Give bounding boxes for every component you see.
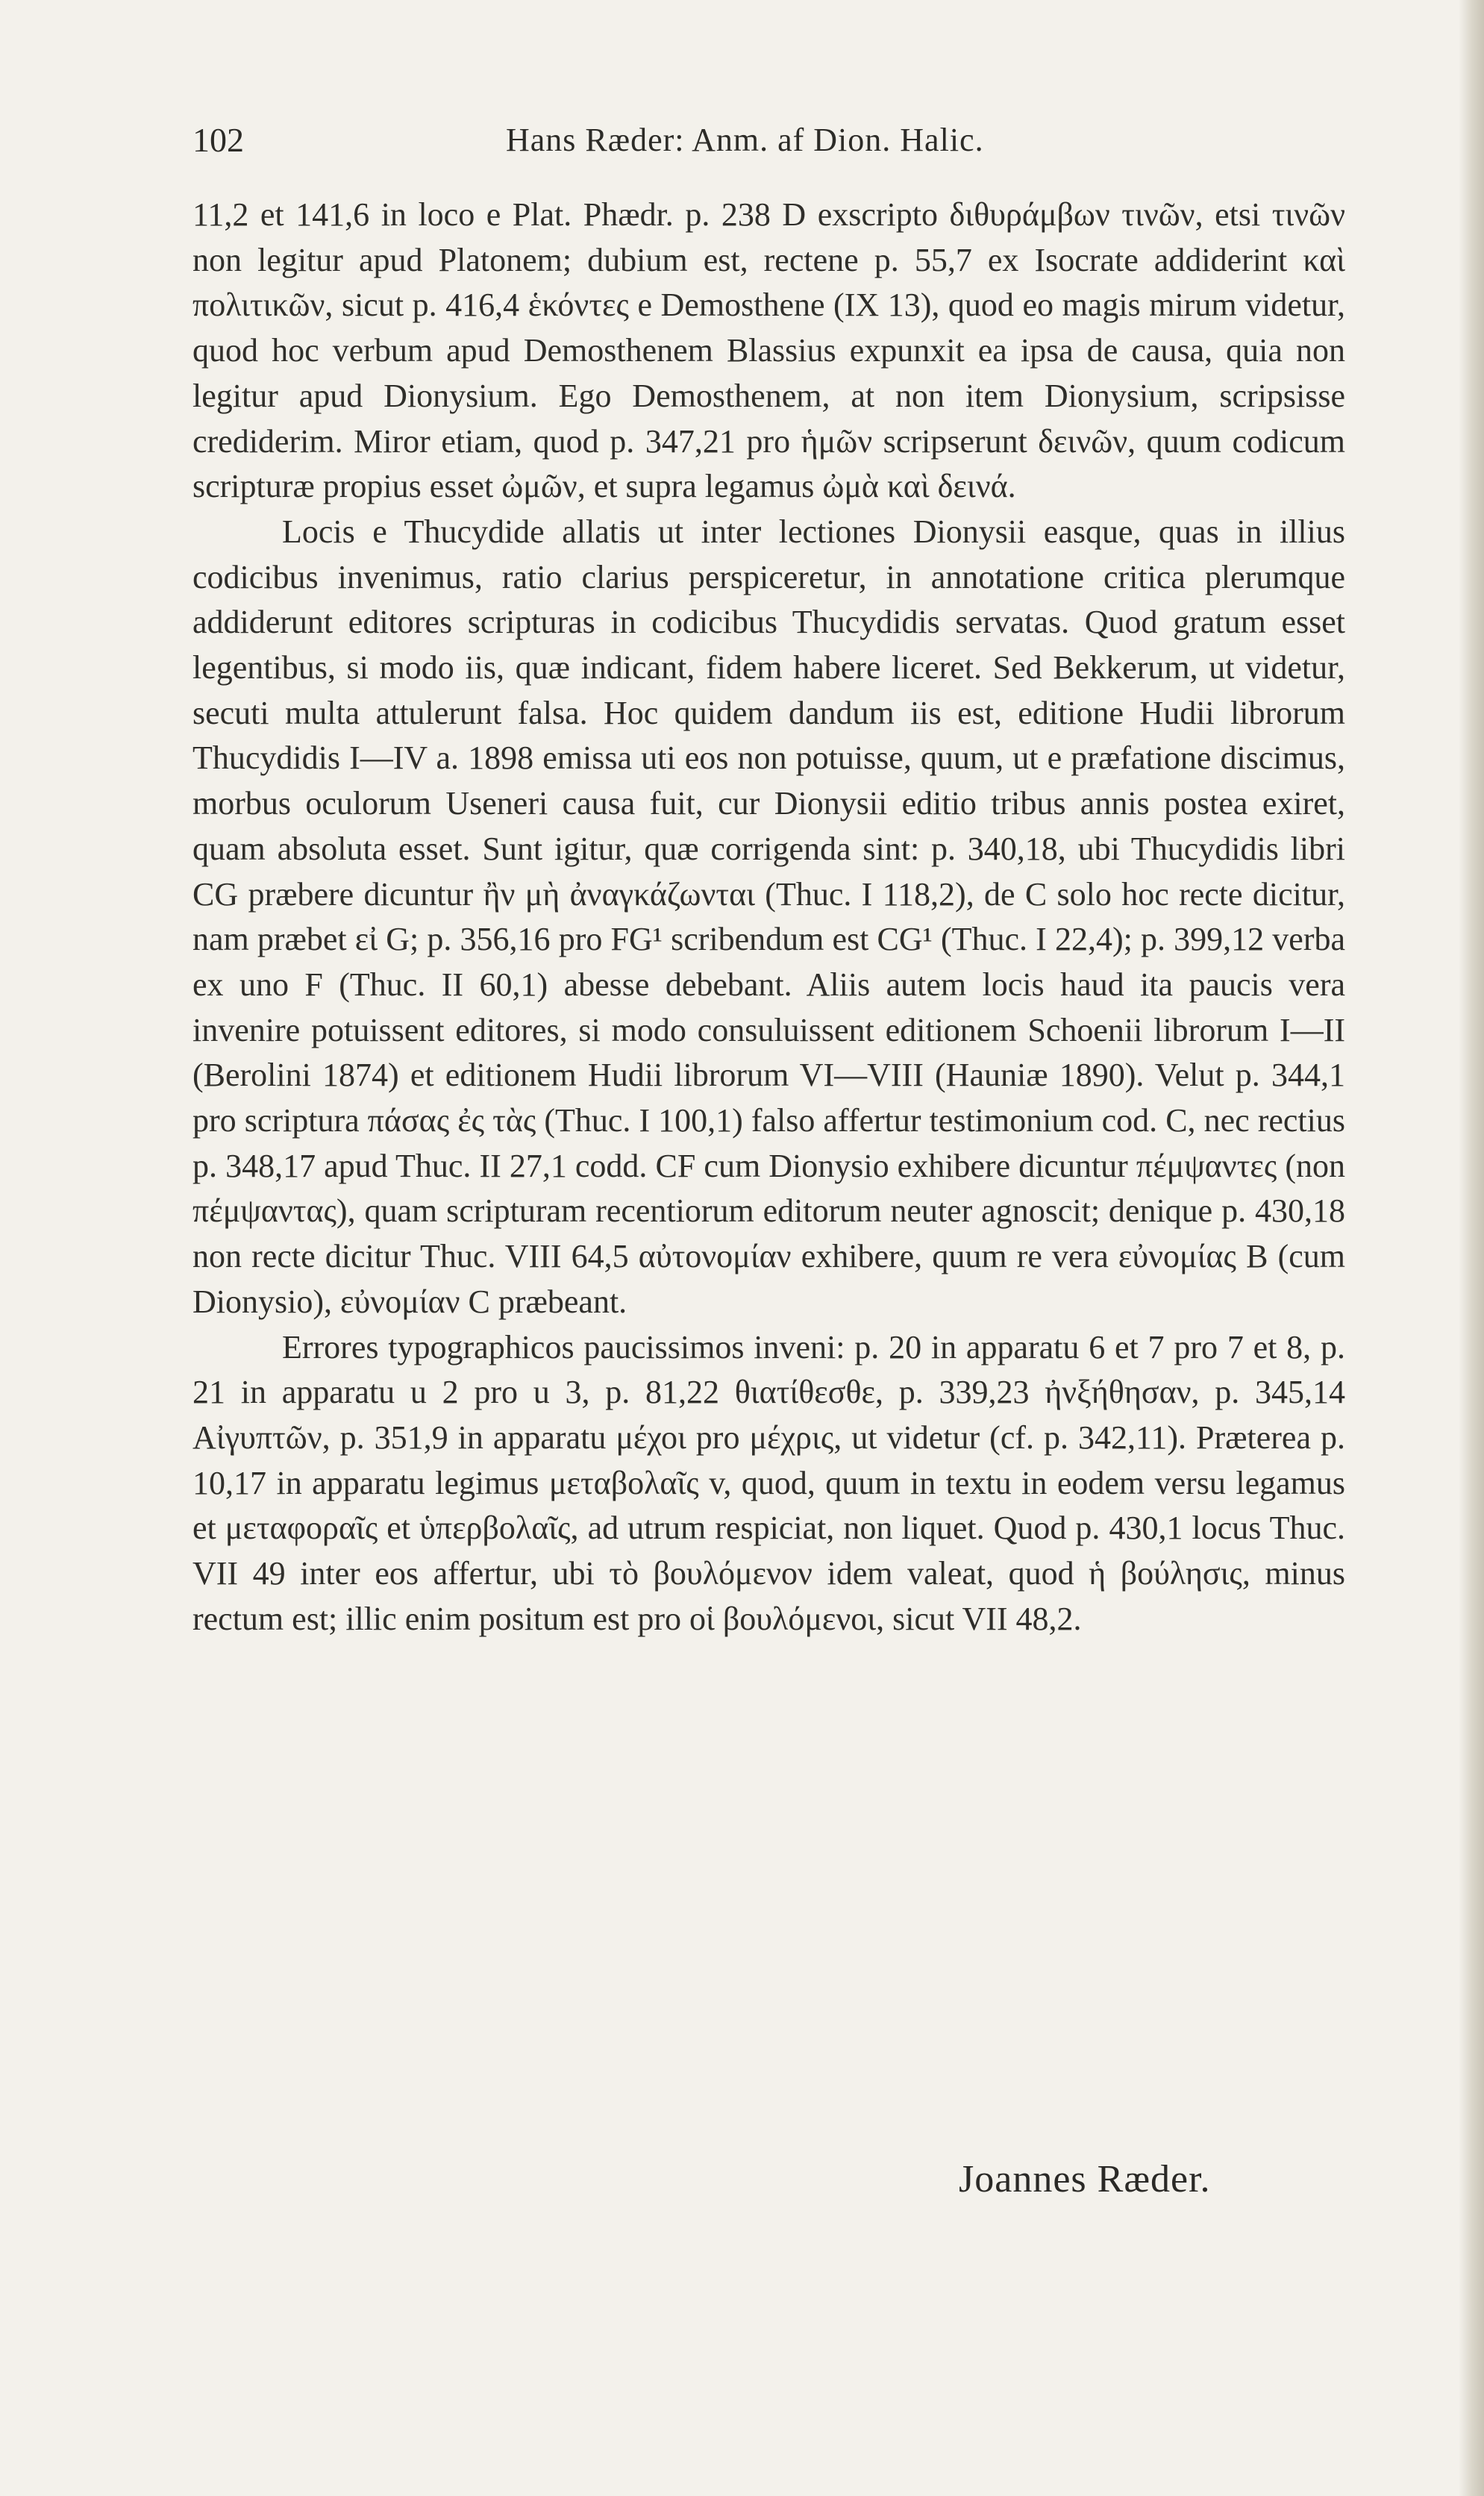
paragraph-2: Locis e Thucydide allatis ut inter lectiones Dionysii easque, quas in illius codicibus invenimus, ratio clarius perspiceretur, in annotatione critica plerumque addiderunt editores scripturas in codicibus Thucydidis servatas. Quod gratum esset legentibus, si modo iis, quæ indicant, fidem habere liceret. Sed Bekkerum, ut videtur, secuti multa attulerunt falsa. Hoc quidem dandum iis est, editione Hudii librorum Thucydidis I—IV a. 1898 emissa uti eos non potuisse, quum, ut e præfatione discimus, morbus oculorum Useneri causa fuit, cur Dionysii editio tribus annis postea exiret, quam absoluta esset. Sunt igitur, quæ corrigenda sint: p. 340,18, ubi Thucydidis libri CG præbere dicuntur ἢν μὴ ἀναγκάζωνται (Thuc. I 118,2), de C solo hoc recte dicitur, nam præbet εἰ G; p. 356,16 pro FG¹ scribendum est CG¹ (Thuc. I 22,4); p. 399,12 verba ex uno F (Thuc. II 60,1) abesse debebant. Aliis autem locis haud ita paucis vera invenire potuissent editores, si modo consuluissent editionem Schoenii librorum I—II (Berolini 1874) et editionem Hudii librorum VI—VIII (Hauniæ 1890). Velut p. 344,1 pro scriptura πάσας ἐς τὰς (Thuc. I 100,1) falso affertur testimonium cod. C, nec rectius p. 348,17 apud Thuc. II 27,1 codd. CF cum Dionysio exhibere dicuntur πέμψαντες (non πέμψαντας), quam scripturam recentiorum editorum neuter agnoscit; denique p. 430,18 non recte dicitur Thuc. VIII 64,5 αὐτονομίαν exhibere, quum re vera εὐνομίας B (cum Dionysio), εὐνομίαν C præbeant. [192,513,1345,1320]
paragraph-1: 11,2 et 141,6 in loco e Plat. Phædr. p. 238 D exscripto διθυράμβων τινῶν, etsi τινῶν non legitur apud Platonem; dubium est, rectene p. 55,7 ex Isocrate addiderint καὶ πολιτικῶν, sicut p. 416,4 ἑκόντες e Demosthene (IX 13), quod eo magis mirum videtur, quod hoc verbum apud Demosthenem Blassius expunxit ea ipsa de causa, quia non legitur apud Dionysium. Ego Demosthenem, at non item Dionysium, scripsisse crediderim. Miror etiam, quod p. 347,21 pro ἡμῶν scripserunt δεινῶν, quum codicum scripturæ propius esset ὠμῶν, et supra legamus ὠμὰ καὶ δεινά. [192,196,1345,505]
page-edge-shadow [1459,0,1484,2496]
author-signature: Joannes Ræder. [959,2158,1211,2201]
paragraph-3: Errores typographicos paucissimos inveni: p. 20 in apparatu 6 et 7 pro 7 et 8, p. 21 in apparatu u 2 pro u 3, p. 81,22 θιατίθεσθε, p. 339,23 ἠνξήθησαν, p. 345,14 Αἰγυπτῶν, p. 351,9 in apparatu μέχοι pro μέχρις, ut videtur (cf. p. 342,11). Præterea p. 10,17 in apparatu legimus μεταβολαῖς v, quod, quum in textu in eodem versu legamus et μεταφοραῖς et ὑπερβολαῖς, ad utrum respiciat, non liquet. Quod p. 430,1 locus Thuc. VII 49 inter eos affertur, ubi τὸ βουλόμενον idem valeat, quod ἡ βούλησις, minus rectum est; illic enim positum est pro οἱ βουλόμενοι, sicut VII 48,2. [192,1328,1345,1637]
page-number: 102 [192,121,244,159]
running-head: Hans Ræder: Anm. af Dion. Halic. [506,122,984,158]
page-header [192,110,1345,170]
body-text [192,193,1345,1642]
